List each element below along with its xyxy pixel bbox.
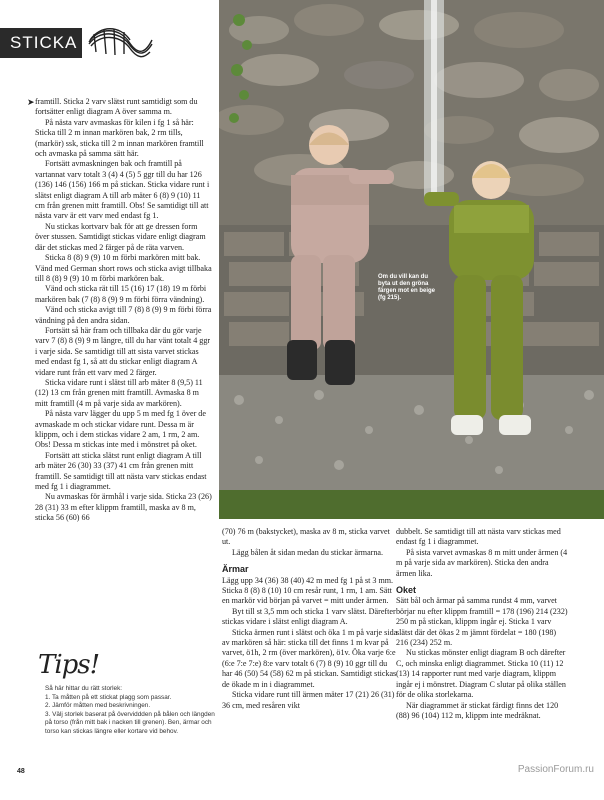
section-header-label: STICKA: [10, 33, 78, 52]
continue-arrow-icon: ➤: [27, 97, 35, 107]
photo-children-at-wall: [219, 0, 604, 519]
section-heading-oket: Oket: [396, 585, 417, 596]
section-header: [0, 22, 210, 62]
paragraph: (70) 76 m (bakstycket), maska av 8 m, sticka varvet ut.: [222, 527, 390, 547]
tips-title: Tips!: [38, 650, 100, 680]
tips-heading: Så här hittar du rätt storlek:: [45, 685, 123, 692]
paragraph: Lägg bålen åt sidan medan du stickar ärmarna.: [232, 547, 384, 557]
paragraph: Sticka vidare runt till ärmen mäter 17 (21) 26 (31) 36 cm, med resåren vikt: [222, 690, 395, 710]
paragraph: Fortsätt så här fram och tillbaka där du gör varje varv 7 (8) 8 (9) 9 m längre, till du har vänt totalt 4 ggr i varje sida. Se samtidigt till att sista varvet stickas med endast fg 1, så att du stickar enligt diagram A vidare runt från ett varv med 2 färger.: [35, 325, 211, 377]
tips-item: 3. Välj storlek baserat på överviddden på bålen och längden på torso (från mitt bak i nacken till grenen). Ben, ärmar och torso kan stickas längre eller kortare vid behov.: [45, 710, 215, 735]
paragraph: Vänd och sticka rät till 15 (16) 17 (18) 19 m förbi markören bak (7 (8) 8 (9) 9 m förbi förra vändning).: [35, 284, 207, 304]
paragraph: Lägg upp 34 (36) 38 (40) 42 m med fg 1 på st 3 mm. Sticka 8 (8) 8 (10) 10 cm resår runt, 1 rm, 1 am. Sätt en markör vid början på varvet = mitt under ärmen.: [222, 575, 394, 606]
paragraph: Sticka vidare runt i slätst till arb mäter 8 (9,5) 11 (12) 13 cm från grenen mitt framtill. Avmaska 8 m mitt framtill (4 m på varje sida av markören).: [35, 377, 203, 408]
watermark: PassionForum.ru: [517, 764, 594, 775]
paragraph: framtill. Sticka 2 varv slätst runt samtidigt som du fortsätter enligt diagram A över samma m.: [35, 97, 198, 117]
paragraph: När diagrammet är stickat färdigt finns det 120 (88) 96 (104) 112 m, klippm inte medräknat.: [396, 700, 559, 720]
paragraph: Nu stickas kortvarv bak för att ge dressen form över stussen. Samtidigt stickas vidare enligt diagram där det stickas med 2 färger på de räta varven.: [35, 221, 206, 252]
paragraph: Fortsätt avmaskningen bak och framtill på vartannat varv totalt 3 (4) 4 (5) 5 ggr till du har 126 (136) 146 (156) 166 m på stickan. Sticka vidare runt i slätst enligt diagram A till arb mäter 6 (8) 9 (10) 11 cm från grenen mitt framtill. Obs! Se samtidigt till att nästa varv är ett varv med endast fg 1.: [35, 159, 210, 221]
paragraph: Sticka ärmen runt i slätst och öka 1 m på varje sida av markören så här: sticka till det finns 1 m kvar på varvet, ö1h, 2 rm (över markören), ö1v. Öka varje 6:e (6:e 7:e 7:e) 8:e varv totalt 6 (7) 8 (9) 10 ggr till du har 46 (50) 54 (58) 62 m på stickan. Samtidigt stickas de ökade m in i diagrammet.: [222, 627, 398, 689]
photo-illustration: [219, 0, 604, 519]
paragraph: dubbelt. Se samtidigt till att nästa varv stickas med endast fg 1 i diagrammet.: [396, 527, 561, 547]
paragraph: Nu stickas mönster enligt diagram B och därefter C, och minska enligt diagrammet. Sticka 10 (11) 12 (13) 14 rapporter runt med varje diagram, klippm ingår ej i mönstret. Diagram C slutar på olika ställen för de olika storlekarna.: [396, 648, 566, 700]
paragraph: Vänd och sticka avigt till 7 (8) 8 (9) 9 m förbi förra vändning på den andra sidan.: [35, 305, 212, 325]
paragraph: Byt till st 3,5 mm och sticka 1 varv slätst. Därefter stickas vidare i slätst enligt diagram A.: [222, 606, 396, 627]
photo-caption: Om du vill kan du byta ut den gröna färgen mot en beige (fg 215).: [378, 274, 436, 301]
tips-item: 2. Jämför måtten med beskrivningen.: [45, 702, 151, 710]
paragraph: På nästa varv lägger du upp 5 m med fg 1 över de avmaskade m och stickar vidare runt. Dessa m är klippm, och i dem stickas vidare 2 am, 1 rm, 2 am. Obs! Dessa m stickas inte med i mönstret på oket.: [35, 409, 206, 450]
paragraph: På sista varvet avmaskas 8 m mitt under ärmen (4 m på varje sida av markören). Sticka den andra ärmen lika.: [396, 547, 568, 578]
paragraph: Sticka 8 (8) 9 (9) 10 m förbi markören mitt bak. Vänd med German short rows och sticka avigt tillbaka till 8 (8) 9 (9) 10 m förbi markören bak.: [35, 253, 212, 283]
body-column-2: [222, 527, 399, 711]
paragraph: Nu avmaskas för ärmhål i varje sida. Sticka 23 (26) 28 (31) 33 m efter klippm framtill, maska av 8 m, sticka 56 (60) 66: [35, 492, 212, 523]
section-heading-armar: Ärmar: [222, 564, 249, 575]
paragraph: På nästa varv avmaskas för kilen i fg 1 så här: Sticka till 2 m innan markören bak, 2 rm tills, (markör) ssk, sticka till 2 m innan markören framtill och avmaska på samma sätt här.: [35, 117, 204, 159]
body-column-3: [396, 527, 568, 721]
page-number: 48: [17, 768, 25, 775]
paragraph: Sätt bål och ärmar på samma rundst 4 mm, varvet börjar nu efter klippm framtill = 178 (196) 214 (232) 250 m på stickan, klippm ingår ej. Sticka 1 varv slätst där det ökas 2 m jämnt fördelat = 180 (198) 216 (234) 252 m.: [396, 596, 568, 648]
paragraph: Fortsätt att sticka slätst runt enligt diagram A till arb mäter 26 (30) 33 (37) 41 cm från grenen mitt framtill. Se samtidigt till att nästa varv stickas endast med fg 1 i diagrammet.: [35, 450, 207, 492]
tips-body: [45, 685, 220, 737]
yarn-skein-icon: [84, 22, 154, 62]
tips-item: 1. Ta måtten på ett stickat plagg som passar.: [45, 693, 172, 701]
body-column-1: [35, 97, 212, 524]
